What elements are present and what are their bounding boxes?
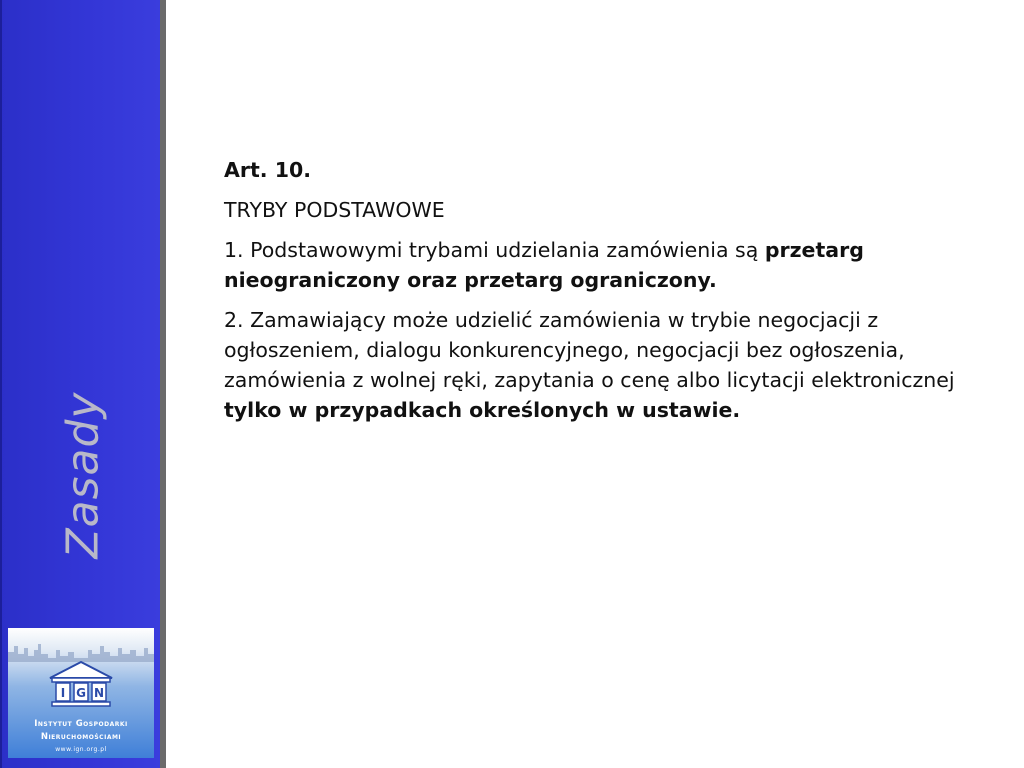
- logo-line-2: Nieruchomościami: [40, 732, 122, 742]
- sidebar: [0, 0, 166, 768]
- paragraph-2-text: 2. Zamawiający może udzielić zamówienia w trybie negocjacji z ogłoszeniem, dialogu konkurencyjnego, negocjacji bez ogłoszenia, zamówienia z wolnej ręki, zapytania o cenę albo licytacji elektronicznej: [224, 308, 955, 392]
- paragraph-2-bold: tylko w przypadkach określonych w ustawie.: [224, 398, 741, 422]
- paragraph-1-text: 1. Podstawowymi trybami udzielania zamówienia są: [224, 238, 765, 262]
- logo-letter-n: N: [93, 686, 105, 700]
- article-content: [224, 155, 974, 435]
- logo-line-1: Instytut Gospodarki: [34, 719, 128, 729]
- section-title: Zasady: [57, 391, 109, 559]
- paragraph-2: [224, 305, 974, 425]
- article-subheading: TRYBY PODSTAWOWE: [224, 198, 445, 222]
- logo-letter-g: G: [76, 686, 86, 700]
- article-heading: Art. 10.: [224, 158, 312, 182]
- sidebar-edge: [0, 0, 2, 768]
- paragraph-1: [224, 235, 974, 295]
- paragraph-1-bold: przetarg nieograniczony oraz przetarg ograniczony.: [224, 238, 864, 292]
- ign-logo: [8, 628, 154, 758]
- logo-url: www.ign.org.pl: [55, 746, 107, 753]
- logo-letter-i: I: [60, 686, 66, 700]
